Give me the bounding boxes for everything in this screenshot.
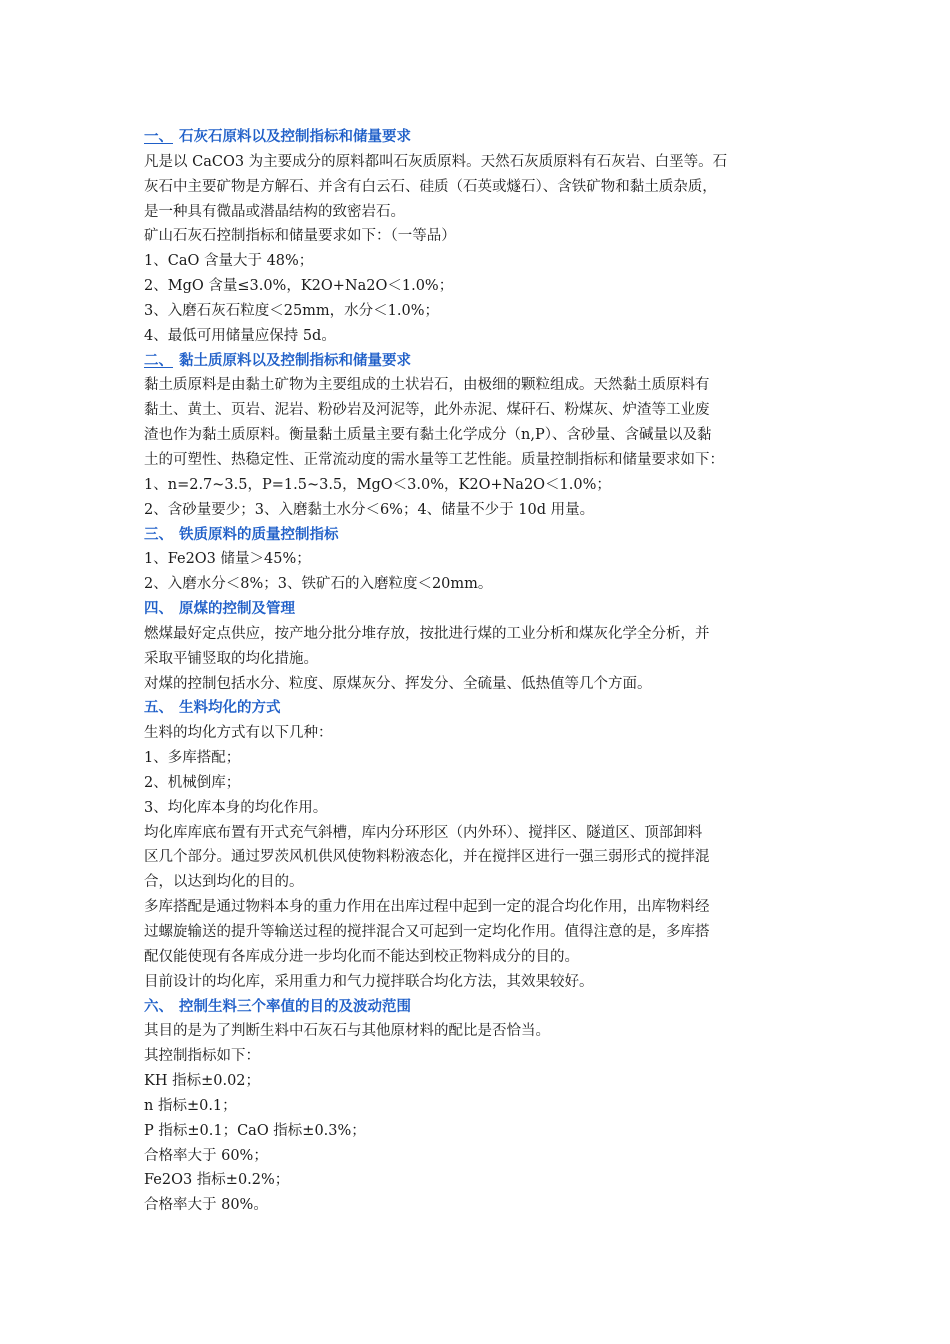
section-title: 石灰石原料以及控制指标和储量要求 <box>179 129 411 145</box>
body-text-line: 灰石中主要矿物是方解石、并含有白云石、硅质（石英或燧石）、含铁矿物和黏土质杂质， <box>144 178 717 195</box>
body-text-line: 合，以达到均化的目的。 <box>144 874 304 891</box>
body-text-line: n 指标±0.1； <box>144 1097 237 1114</box>
body-text-line: 矿山石灰石控制指标和储量要求如下：（一等品） <box>144 228 456 245</box>
body-text-line: Fe2O3 指标±0.2%； <box>144 1172 290 1189</box>
body-text-line: 黏土、黄土、页岩、泥岩、粉砂岩及河泥等，此外赤泥、煤矸石、粉煤灰、炉渣等工业废 <box>144 402 710 419</box>
body-text-line: 过螺旋输送的提升等输送过程的搅拌混合又可起到一定均化作用。值得注意的是，多库搭 <box>144 924 710 940</box>
body-text-line: 采取平铺竖取的均化措施。 <box>144 650 318 667</box>
body-text-line: 配仅能使现有各库成分进一步均化而不能达到校正物料成分的目的。 <box>144 948 579 965</box>
body-text-line: 土的可塑性、热稳定性、正常流动度的需水量等工艺性能。质量控制指标和储量要求如下： <box>144 451 724 468</box>
body-text-line: 2、MgO 含量≤3.0%，K2O+Na2O＜1.0%； <box>144 278 454 295</box>
section-number: 六、 <box>144 998 173 1015</box>
section-number: 五、 <box>144 700 173 717</box>
body-text-line: 对煤的控制包括水分、粒度、原煤灰分、挥发分、全硫量、低热值等几个方面。 <box>144 675 652 692</box>
body-text-line: 多库搭配是通过物料本身的重力作用在出库过程中起到一定的混合均化作用，出库物料经 <box>144 899 710 916</box>
section-heading <box>144 349 824 374</box>
section-title: 控制生料三个率值的目的及波动范围 <box>179 998 411 1015</box>
body-text-line: 1、Fe2O3 储量＞45%； <box>144 551 311 568</box>
body-text-line: 1、CaO 含量大于 48%； <box>144 253 314 270</box>
body-text-line: 3、均化库本身的均化作用。 <box>144 799 328 816</box>
section-title: 铁质原料的质量控制指标 <box>179 526 339 543</box>
body-text-line: 黏土质原料是由黏土矿物为主要组成的土状岩石，由极细的颗粒组成。天然黏土质原料有 <box>144 377 710 394</box>
body-text-line: 3、入磨石灰石粒度＜25mm，水分＜1.0%； <box>144 302 440 319</box>
body-text-line: 1、多库搭配； <box>144 750 241 767</box>
section-heading <box>144 597 824 622</box>
body-text-line: 目前设计的均化库，采用重力和气力搅拌联合均化方法，其效果较好。 <box>144 973 594 990</box>
section-heading <box>144 995 824 1020</box>
body-text-line: 1、n=2.7~3.5，P=1.5~3.5，MgO＜3.0%，K2O+Na2O＜1.0%； <box>144 476 611 493</box>
body-text-line: 4、最低可用储量应保持 5d。 <box>144 327 336 344</box>
body-text-line: 渣也作为黏土质原料。衡量黏土质量主要有黏土化学成分（n,P）、含砂量、含碱量以及黏 <box>144 427 712 444</box>
section-heading <box>144 696 824 721</box>
body-text-line: 区几个部分。通过罗茨风机供风使物料粉液态化，并在搅拌区进行一强三弱形式的搅拌混 <box>144 849 710 866</box>
body-text-line: 是一种具有微晶或潜晶结构的致密岩石。 <box>144 203 405 220</box>
body-text-line: KH 指标±0.02； <box>144 1073 261 1090</box>
body-text-line: 2、入磨水分＜8%；3、铁矿石的入磨粒度＜20mm。 <box>144 576 493 593</box>
section-number: 三、 <box>144 526 173 543</box>
section-heading <box>144 523 824 548</box>
body-text-line: 2、含砂量要少；3、入磨黏土水分＜6%；4、储量不少于 10d 用量。 <box>144 501 595 518</box>
section-number: 一、 <box>144 129 173 145</box>
body-text-line: 2、机械倒库； <box>144 774 241 791</box>
document-body <box>144 125 824 1218</box>
section-title: 原煤的控制及管理 <box>179 601 295 618</box>
body-text-line: P 指标±0.1；CaO 指标±0.3%； <box>144 1122 366 1139</box>
section-heading <box>144 125 824 150</box>
body-text-line: 燃煤最好定点供应，按产地分批分堆存放，按批进行煤的工业分析和煤灰化学全分析，并 <box>144 625 710 642</box>
body-text-line: 均化库库底布置有开式充气斜槽，库内分环形区（内外环）、搅拌区、隧道区、顶部卸料 <box>144 824 703 841</box>
body-text-line: 其控制指标如下： <box>144 1048 260 1065</box>
section-title: 黏土质原料以及控制指标和储量要求 <box>179 352 411 369</box>
section-title: 生料均化的方式 <box>179 700 281 717</box>
body-text-line: 其目的是为了判断生料中石灰石与其他原材料的配比是否恰当。 <box>144 1023 550 1040</box>
section-number: 二、 <box>144 352 173 369</box>
body-text-line: 凡是以 CaCO3 为主要成分的原料都叫石灰质原料。天然石灰质原料有石灰岩、白垩等。石 <box>144 153 728 170</box>
body-text-line: 生料的均化方式有以下几种： <box>144 725 333 742</box>
body-text-line: 合格率大于 80%。 <box>144 1197 268 1214</box>
body-text-line: 合格率大于 60%； <box>144 1147 268 1164</box>
section-number: 四、 <box>144 601 173 618</box>
